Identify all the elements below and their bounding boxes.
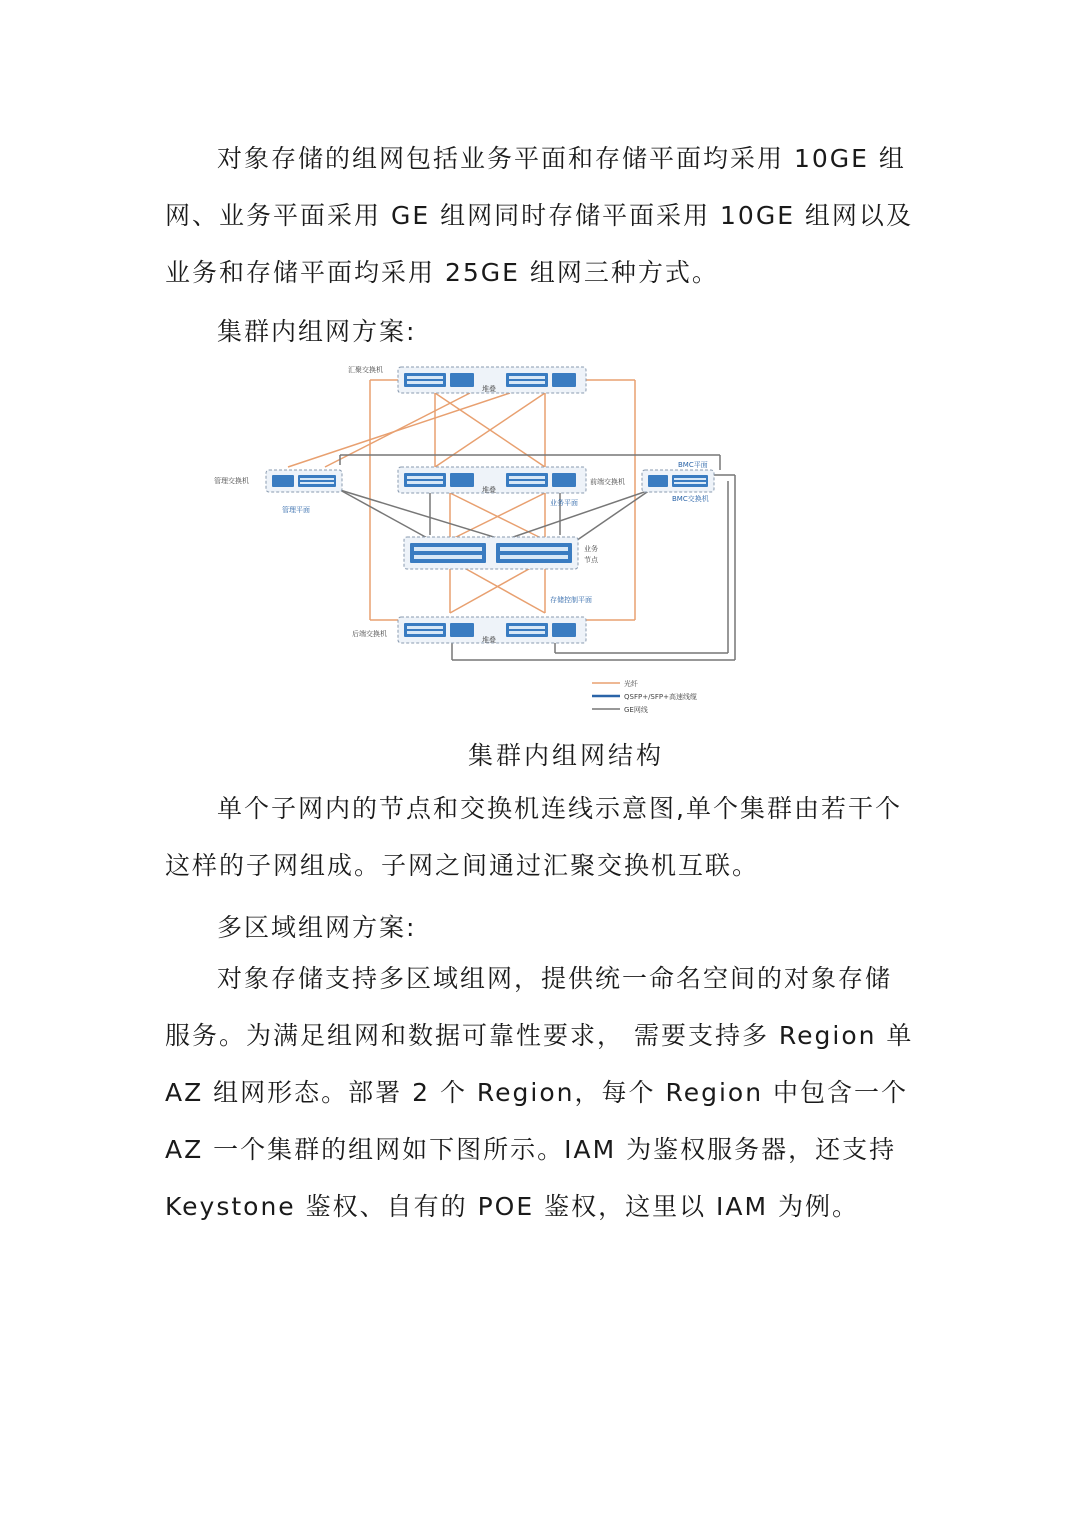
legend	[592, 679, 697, 714]
fiber-links	[288, 380, 635, 620]
frontend-switch-label: 前端交换机	[590, 478, 625, 486]
bmc-switch	[642, 470, 714, 492]
legend-qsfp: QSFP+/SFP+高速线缆	[624, 693, 697, 701]
management-switch	[266, 470, 342, 492]
cluster-network-diagram	[200, 355, 760, 720]
figure-caption: 集群内组网结构	[467, 741, 664, 770]
qsfp-links	[475, 380, 505, 630]
management-plane-label: 管理平面	[282, 506, 310, 514]
service-node-text-2: 节点	[584, 556, 598, 564]
aggregation-switch-label: 汇聚交换机	[348, 366, 383, 374]
stack-label: 堆叠	[482, 636, 496, 644]
service-node	[404, 537, 578, 569]
multi-region-paragraph: 对象存储支持多区域组网，提供统一命名空间的对象存储服务。为满足组网和数据可靠性要求， 需要支持多 Region 单 AZ 组网形态。部署 2 个 Region，每个 Region 中包含一个 AZ 一个集群的组网如下图所示。IAM 为鉴权服务器，还支持 Keystone 鉴权、自有的 POE 鉴权，这里以 IAM 为例。	[165, 964, 914, 1221]
intro-paragraph: 对象存储的组网包括业务平面和存储平面均采用 10GE 组网、业务平面采用 GE 组网同时存储平面采用 10GE 组网以及业务和存储平面均采用 25GE 组网三种方式。	[165, 144, 913, 287]
bmc-switch-label: BMC交换机	[672, 495, 709, 503]
legend-fiber: 光纤	[624, 680, 638, 688]
stack-label: 堆叠	[482, 385, 496, 393]
multi-region-heading: 多区域组网方案:	[217, 913, 417, 942]
subnet-paragraph: 单个子网内的节点和交换机连线示意图,单个集群由若干个这样的子网组成。子网之间通过汇聚交换机互联。	[165, 794, 902, 880]
legend-ge: GE网线	[624, 706, 648, 714]
bmc-plane-label: BMC平面	[678, 461, 708, 469]
service-plane-label: 业务平面	[550, 499, 578, 507]
backend-switch-label: 后端交换机	[352, 630, 387, 638]
service-node-text: 业务	[584, 545, 598, 553]
cluster-networking-heading: 集群内组网方案:	[217, 317, 417, 346]
storage-control-plane-label: 存储控制平面	[550, 596, 592, 604]
stack-label: 堆叠	[482, 486, 496, 494]
management-switch-label: 管理交换机	[214, 477, 249, 485]
